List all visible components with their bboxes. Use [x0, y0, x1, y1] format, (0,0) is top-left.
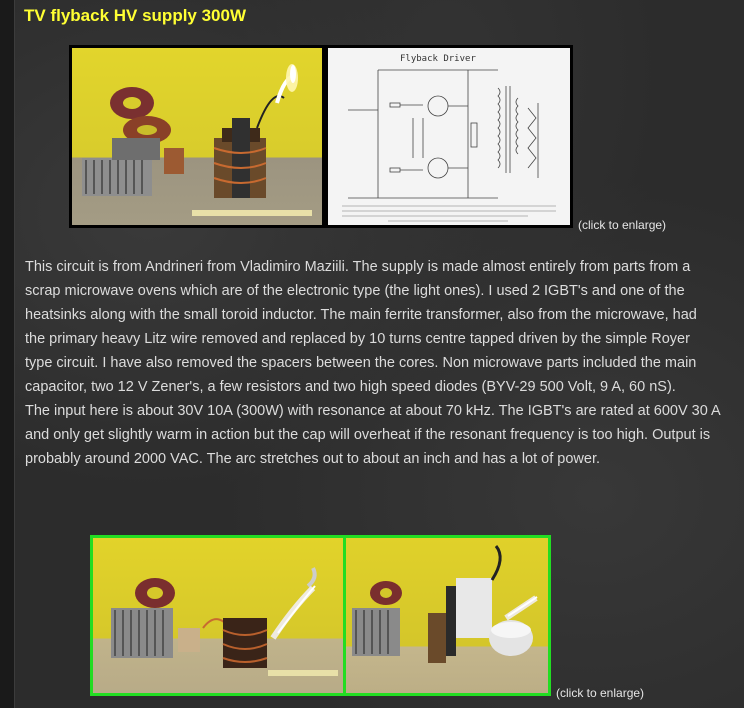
bottom-click-to-enlarge-link[interactable]: (click to enlarge)	[556, 686, 645, 700]
arc-photo-2-thumbnail[interactable]	[343, 535, 551, 696]
article-paragraph-2: The input here is about 30V 10A (300W) with resonance at about 70 kHz. The IGBT's are rated at 600V 30 A and only get slightly warm in action but the cap will overheat if the resonant frequency is too high. Output is probably around 2000 VAC. The arc stretches out to about an inch and has a lot of power.	[25, 403, 720, 467]
article-paragraph-1: This circuit is from Andrineri from Vladimiro Maziili. The supply is made almost entirely from parts from a scrap microwave ovens which are of the electronic type (the light ones). I used 2 IGBT's and one of the heatsinks along with the small toroid inductor. The main ferrite transformer, also from the microwave, had the primary heavy Litz wire removed and replaced by 10 turns centre tapped driven by the simple Royer type circuit. I have also removed the spacers between the cores. Non microwave parts included the main capacitor, two 12 V Zener's, a few resistors and two high speed diodes (BYV-29 500 Volt, 9 A, 60 nS).	[25, 259, 697, 395]
arc-photo-1-thumbnail[interactable]	[90, 535, 346, 696]
left-margin-strip	[0, 0, 15, 708]
page-title: TV flyback HV supply 300W	[24, 6, 247, 25]
flyback-driver-schematic-thumbnail[interactable]	[325, 45, 573, 228]
schematic-heading: Flyback Driver	[400, 54, 476, 64]
article-body	[25, 255, 721, 471]
flyback-setup-photo-thumbnail[interactable]	[69, 45, 325, 228]
top-click-to-enlarge-link[interactable]: (click to enlarge)	[578, 218, 667, 232]
